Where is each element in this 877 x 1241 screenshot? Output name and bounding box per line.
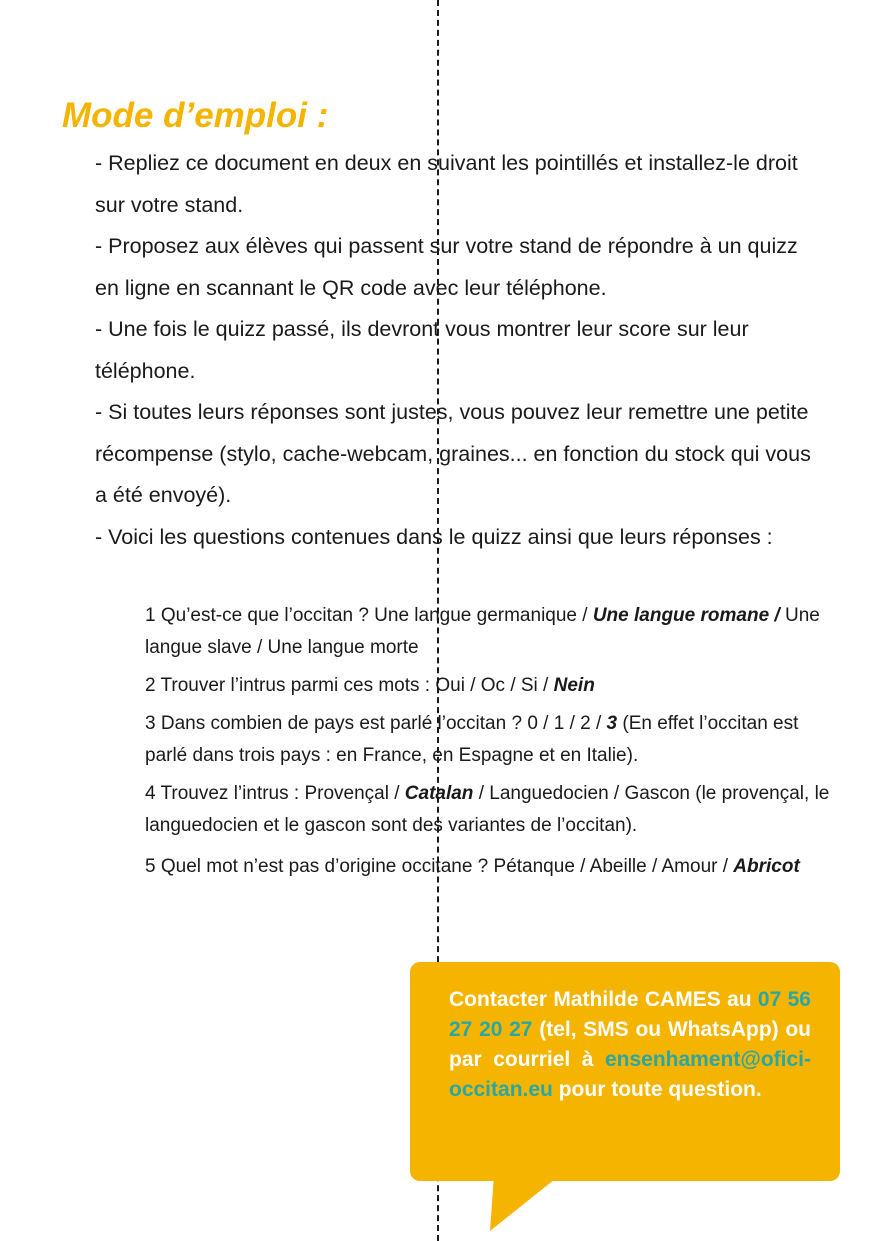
contact-outro: pour toute question. <box>552 1078 762 1101</box>
quiz-question <box>145 848 840 886</box>
contact-email-link[interactable]: ensenhament@ofici-occitan.eu <box>449 1048 811 1101</box>
instruction-item: - Proposez aux élèves qui passent sur votre stand de répondre à un quizz en ligne en scannant le QR code avec leur téléphone. <box>95 234 798 300</box>
contact-info <box>449 985 811 1105</box>
contact-intro: Contacter Mathilde CAMES au <box>449 988 758 1011</box>
instruction-item: - Voici les questions contenues dans le quizz ainsi que leurs réponses : <box>95 524 773 549</box>
question-text: 5 Quel mot n’est pas d’origine occitane ? Pétanque / Abeille / Amour / <box>145 856 734 877</box>
page-title: Mode d’emploi : <box>62 96 329 135</box>
question-text: 2 Trouver l’intrus parmi ces mots : Oui / Oc / Si / <box>145 675 554 696</box>
question-text: 3 Dans combien de pays est parlé l’occitan ? 0 / 1 / 2 / <box>145 713 607 734</box>
quiz-question <box>145 600 840 664</box>
question-text-rest: Une langue slave / Une langue morte <box>145 605 820 658</box>
quiz-questions-list <box>145 600 840 892</box>
quiz-question <box>145 708 840 772</box>
contact-middle: (tel, SMS ou WhatsApp) ou par courriel à <box>449 1018 812 1071</box>
instruction-item: - Si toutes leurs réponses sont justes, vous pouvez leur remettre une petite récompense (stylo, cache-webcam, graines... en fonction du stock qui vous a été envoyé). <box>95 400 811 507</box>
correct-answer: Abricot <box>733 856 800 877</box>
quiz-question <box>145 778 840 842</box>
instructions-list <box>95 143 815 558</box>
correct-answer: 3 <box>606 713 618 734</box>
quiz-question <box>145 670 840 702</box>
contact-phone[interactable]: 07 56 27 20 27 <box>449 988 811 1041</box>
question-text: 4 Trouvez l’intrus : Provençal / <box>145 783 405 804</box>
question-text-rest: / Languedocien / Gascon (le provençal, le languedocien et le gascon sont des variantes de l’occitan). <box>145 783 830 836</box>
speech-bubble-tail <box>490 1175 560 1231</box>
correct-answer: Nein <box>553 675 595 696</box>
question-text: 1 Qu’est-ce que l’occitan ? Une langue germanique / <box>145 605 593 626</box>
question-text-rest: (En effet l’occitan est parlé dans trois pays : en France, en Espagne et en Italie). <box>145 713 799 766</box>
instruction-item: - Une fois le quizz passé, ils devront vous montrer leur score sur leur téléphone. <box>95 317 749 383</box>
correct-answer: Une langue romane / <box>592 605 780 626</box>
instruction-item: - Repliez ce document en deux en suivant les pointillés et installez-le droit sur votre stand. <box>95 151 798 217</box>
correct-answer: Catalan <box>404 783 474 804</box>
